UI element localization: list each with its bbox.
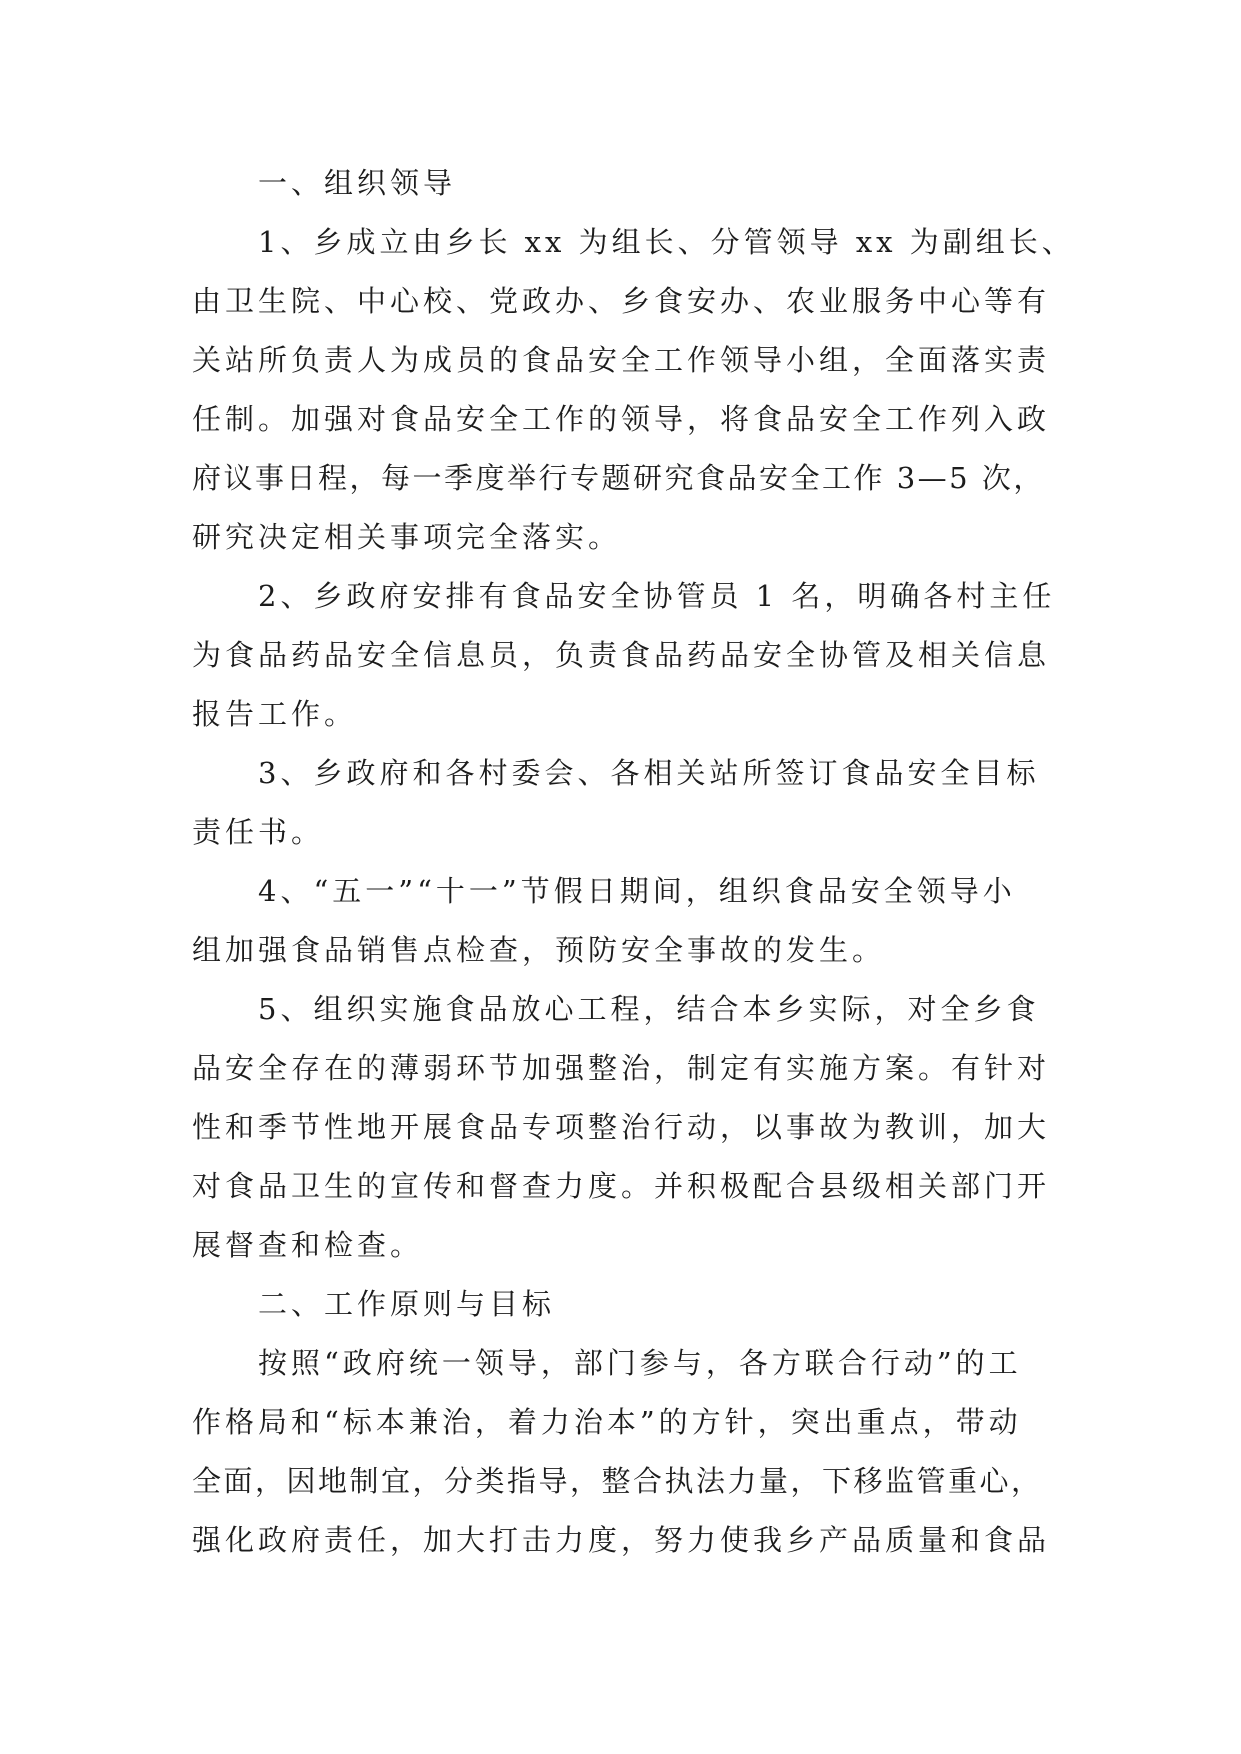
text-line: 5、组织实施食品放心工程，结合本乡实际，对全乡食 [258, 992, 1040, 1026]
text-line: 一、组织领导 [258, 166, 457, 200]
text-line: 府议事日程，每一季度举行专题研究食品安全工作 3—5 次， [192, 461, 1045, 495]
text-line: 责任书。 [192, 815, 325, 849]
paragraph-item-1 [192, 213, 1075, 567]
text-line: 品安全存在的薄弱环节加强整治，制定有实施方案。有针对 [192, 1051, 1051, 1085]
text-line: 作格局和“标本兼治，着力治本”的方针，突出重点，带动 [192, 1405, 1022, 1439]
document-body [192, 154, 1075, 1570]
text-line: 为食品药品安全信息员，负责食品药品安全协管及相关信息 [192, 638, 1051, 672]
text-line: 强化政府责任，加大打击力度，努力使我乡产品质量和食品 [192, 1523, 1051, 1557]
text-line: 全面，因地制宜，分类指导，整合执法力量，下移监管重心， [192, 1464, 1043, 1498]
paragraph-item-3 [192, 744, 1058, 862]
text-line: 3、乡政府和各村委会、各相关站所签订食品安全目标 [258, 756, 1040, 790]
section-heading-principles [192, 1275, 1058, 1334]
text-line: 对食品卫生的宣传和督查力度。并积极配合县级相关部门开 [192, 1169, 1051, 1203]
text-line: 由卫生院、中心校、党政办、乡食安办、农业服务中心等有 [192, 284, 1051, 318]
text-line: 关站所负责人为成员的食品安全工作领导小组，全面落实责 [192, 343, 1051, 377]
paragraph-item-2 [192, 567, 1058, 744]
paragraph-item-5 [192, 980, 1058, 1275]
text-line: 组加强食品销售点检查，预防安全事故的发生。 [192, 933, 886, 967]
paragraph-principles [192, 1334, 1058, 1570]
text-line: 展督查和检查。 [192, 1228, 424, 1262]
text-line: 2、乡政府安排有食品安全协管员 1 名，明确各村主任 [258, 579, 1056, 613]
text-line: 1、乡成立由乡长 xx 为组长、分管领导 xx 为副组长、 [258, 225, 1075, 259]
text-line: 二、工作原则与目标 [258, 1287, 556, 1321]
section-heading-organization [192, 154, 1058, 213]
text-line: 4、“五一”“十一”节假日期间，组织食品安全领导小 [258, 874, 1016, 908]
text-line: 任制。加强对食品安全工作的领导，将食品安全工作列入政 [192, 402, 1051, 436]
text-line: 报告工作。 [192, 697, 358, 731]
text-line: 研究决定相关事项完全落实。 [192, 520, 622, 554]
paragraph-item-4 [192, 862, 1058, 980]
text-line: 性和季节性地开展食品专项整治行动，以事故为教训，加大 [192, 1110, 1051, 1144]
text-line: 按照“政府统一领导，部门参与，各方联合行动”的工 [258, 1346, 1022, 1380]
